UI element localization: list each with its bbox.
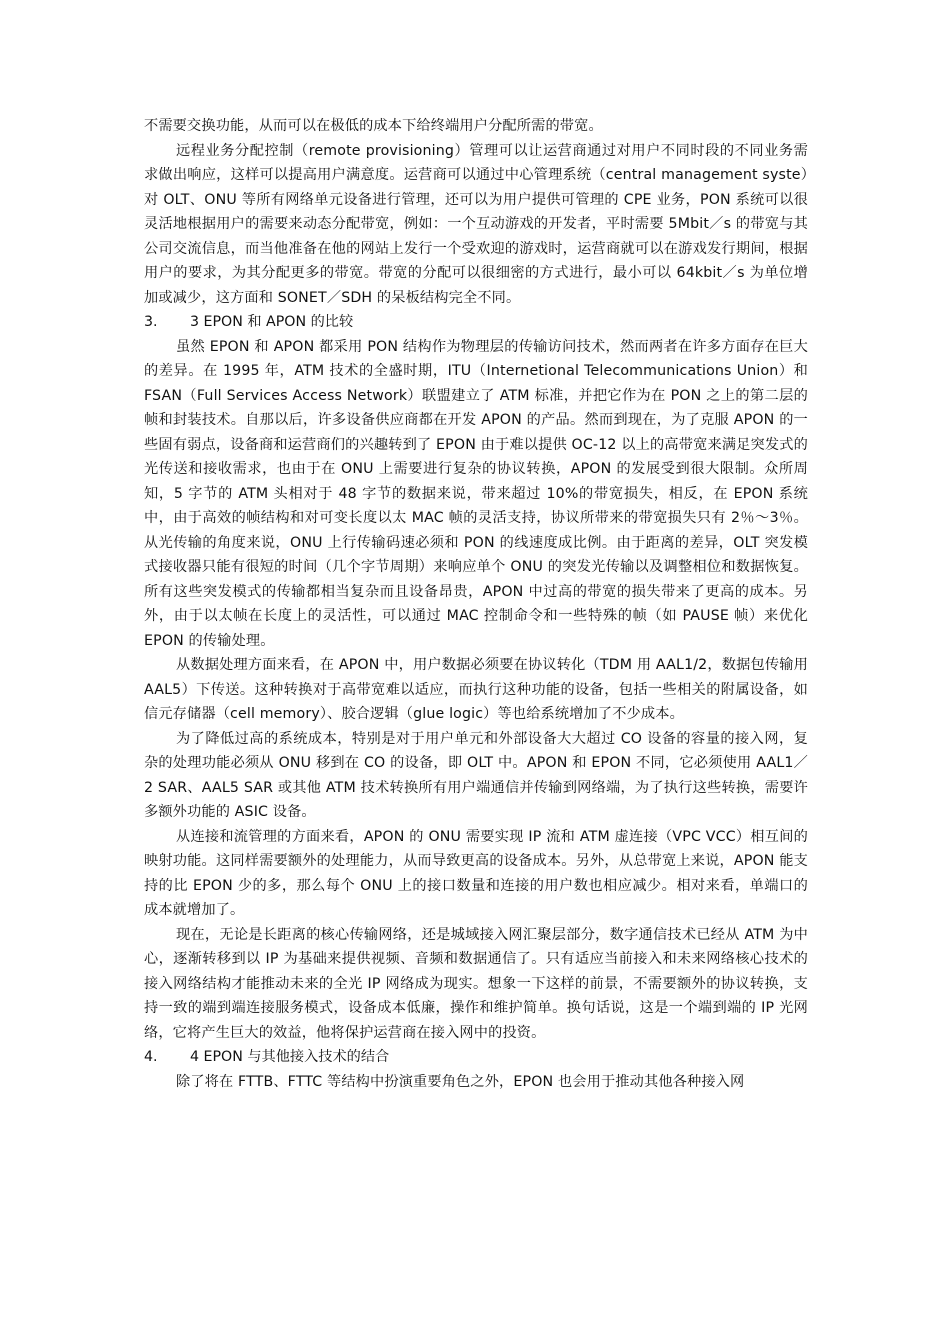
- section-number: 3.: [144, 314, 158, 330]
- section-heading-epon-apon-comparison: [144, 310, 808, 335]
- section-heading-epon-other-access: [144, 1045, 808, 1070]
- paragraph-data-processing: 从数据处理方面来看，在 APON 中，用户数据必须要在协议转化（TDM 用 AAL1/2，数据包传输用 AAL5）下传送。这种转换对于高带宽难以适应，而执行这种功能的设备，包括一些相关的附属设备，如信元存储器（cell memory）、胶合逻辑（glue logic）等也给系统增加了不少成本。: [144, 657, 808, 722]
- section-number: 4.: [144, 1049, 158, 1065]
- paragraph-connection-management: 从连接和流管理的方面来看，APON 的 ONU 需要实现 IP 流和 ATM 虚连接（VPC VCC）相互间的映射功能。这同样需要额外的处理能力，从而导致更高的设备成本。另外，从总带宽上来说，APON 能支持的比 EPON 少的多，那么每个 ONU 上的接口数量和连接的用户数也相应减少。相对来看，单端口的成本就增加了。: [144, 828, 808, 918]
- paragraph-ip-networks: 现在，无论是长距离的核心传输网络，还是城域接入网汇聚层部分，数字通信技术已经从 ATM 为中心，逐渐转移到以 IP 为基础来提供视频、音频和数据通信了。只有适应当前接入和未来网络核心技术的接入网络结构才能推动未来的全光 IP 网络成为现实。想象一下这样的前景，不需要额外的协议转换，支持一致的端到端连接服务模式，设备成本低廉，操作和维护简单。换句话说，这是一个端到端的 IP 光网络，它将产生巨大的效益，他将保护运营商在接入网中的投资。: [144, 926, 808, 1041]
- paragraph-epon-apon-differences: 虽然 EPON 和 APON 都采用 PON 结构作为物理层的传输访问技术，然而两者在许多方面存在巨大的差异。在 1995 年，ATM 技术的全盛时期，ITU（Internetional Telecommunications Union）和 FSAN（Full Services Access Network）联盟建立了 ATM 标准，并把它作为在 PON 之上的第二层的帧和封装技术。自那以后，许多设备供应商都在开发 APON 的产品。然而到现在，为了克服 APON 的一些固有弱点，设备商和运营商们的兴趣转到了 EPON 由于难以提供 OC-12 以上的高带宽来满足突发式的光传送和接收需求，也由于在 ONU 上需要进行复杂的协议转换，APON 的发展受到很大限制。众所周知，5 字节的 ATM 头相对于 48 字节的数据来说，带来超过 10%的带宽损失，相反，在 EPON 系统中，由于高效的帧结构和对可变长度以太 MAC 帧的灵活支持，协议所带来的带宽损失只有 2％～3％。从光传输的角度来说，ONU 上行传输码速必须和 PON 的线速度成比例。由于距离的差异，OLT 突发模式接收器只能有很短的时间（几个字节周期）来响应单个 ONU 的突发光传输以及调整相位和数据恢复。所有这些突发模式的传输都相当复杂而且设备昂贵，APON 中过高的带宽的损失带来了更高的成本。另外，由于以太帧在长度上的灵活性，可以通过 MAC 控制命令和一些特殊的帧（如 PAUSE 帧）来优化 EPON 的传输处理。: [144, 338, 808, 649]
- paragraph-system-cost: 为了降低过高的系统成本，特别是对于用户单元和外部设备大大超过 CO 设备的容量的接入网，复杂的处理功能必须从 ONU 移到在 CO 的设备，即 OLT 中。APON 和 EPON 不同，它必须使用 AAL1／2 SAR、AAL5 SAR 或其他 ATM 技术转换所有用户端通信并传输到网络端，为了执行这些转换，需要许多额外功能的 ASIC 设备。: [144, 730, 808, 820]
- section-title: 3 EPON 和 APON 的比较: [190, 314, 354, 330]
- paragraph-remote-provisioning: 远程业务分配控制（remote provisioning）管理可以让运营商通过对用户不同时段的不同业务需求做出响应，这样可以提高用户满意度。运营商可以通过中心管理系统（central management syste）对 OLT、ONU 等所有网络单元设备进行管理，还可以为用户提供可管理的 CPE 业务，PON 系统可以很灵活地根据用户的需要来动态分配带宽，例如：一个互动游戏的开发者，平时需要 5Mbit／s 的带宽与其公司交流信息，而当他准备在他的网站上发行一个受欢迎的游戏时，运营商就可以在游戏发行期间，根据用户的要求，为其分配更多的带宽。带宽的分配可以很细密的方式进行，最小可以 64kbit／s 为单位增加或减少，这方面和 SONET／SDH 的呆板结构完全不同。: [144, 142, 808, 306]
- paragraph-epon-fttb-fttc: 除了将在 FTTB、FTTC 等结构中扮演重要角色之外，EPON 也会用于推动其他各种接入网: [176, 1073, 745, 1090]
- paragraph-continuation: 不需要交换功能，从而可以在极低的成本下给终端用户分配所需的带宽。: [144, 118, 603, 134]
- section-title: 4 EPON 与其他接入技术的结合: [190, 1049, 390, 1065]
- document-body: [144, 114, 808, 1094]
